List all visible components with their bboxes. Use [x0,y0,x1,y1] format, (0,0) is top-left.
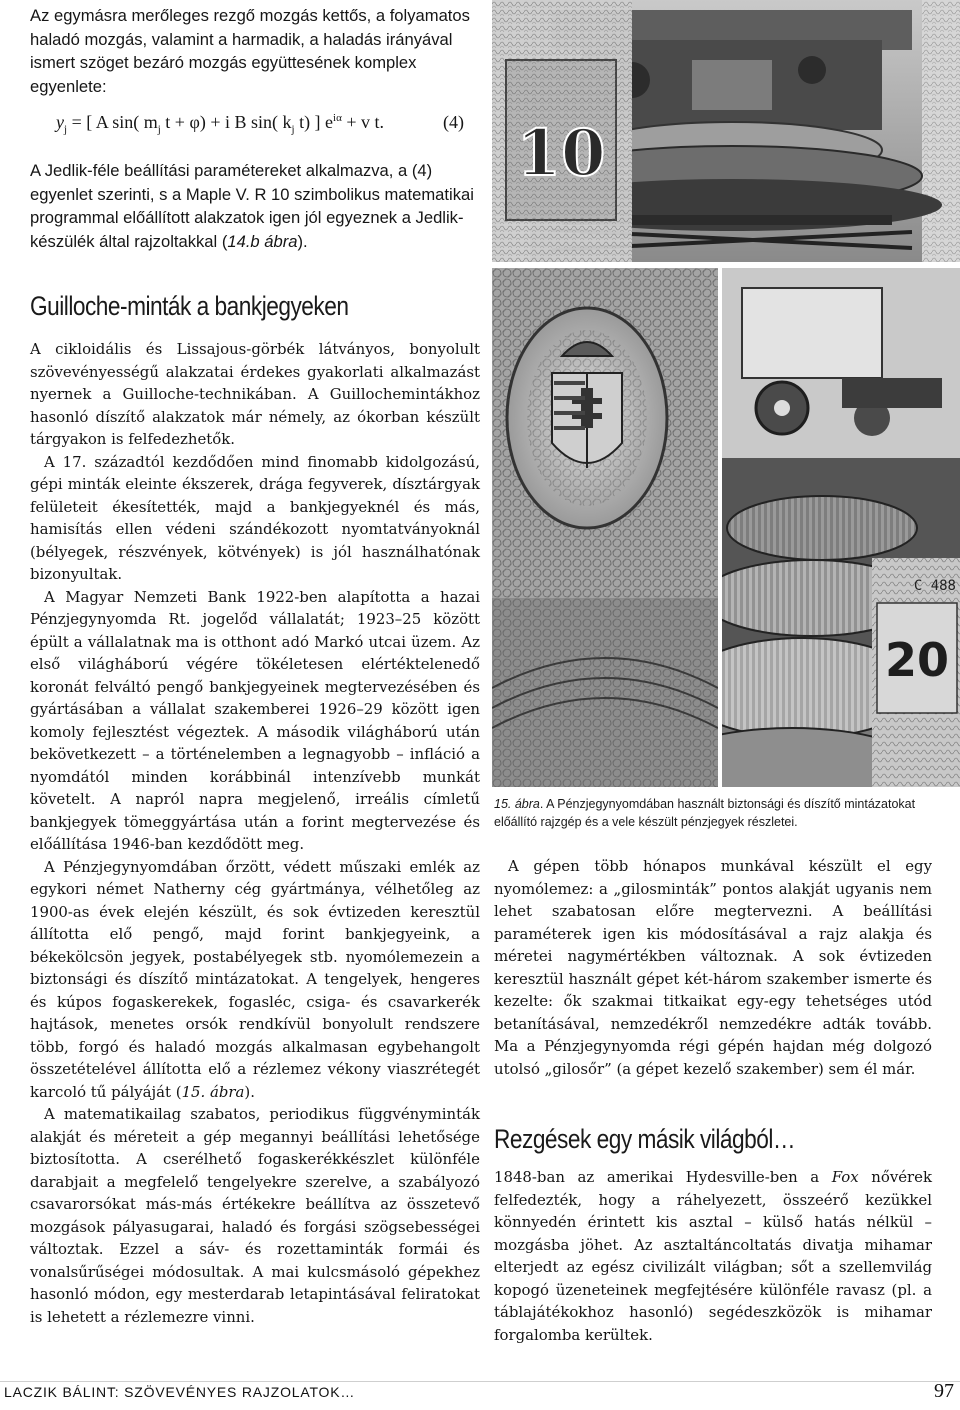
equation-number: (4) [443,112,464,132]
page-number: 97 [934,1380,954,1402]
section-heading-guilloche: Guilloche-minták a bankjegyeken [30,291,349,321]
serial-number: C 488 [913,578,956,594]
eq-rhs-c-sup: iα [333,112,342,124]
intro2-tail: ). [297,231,308,251]
right-column-bottom [494,1166,932,1346]
banknote-10-label: 10 [516,116,606,191]
banknote-20-label: 20 [884,633,950,687]
figure-caption-15 [494,795,934,831]
left-paragraph-4-tail: ). [244,1082,255,1101]
caption-text: . A Pénzjegynyomdában használt biztonsági és díszítő mintázatokat előállító rajzgép és a vele készült pénzjegyek részletei. [494,797,916,829]
eq-rhs-a: = [ A sin( m [71,112,158,132]
machine-photo-top-image [492,0,960,262]
intro-text: Az egymásra merőleges rezgő mozgás kettős, a folyamatos haladó mozgás, valamint a harmadik, a haladás irányával ismert szöget bezáró mozgás együttesének komplex egyenlete: [30,6,470,96]
left-column [30,338,480,1328]
left-paragraph-5: A matematikailag szabatos, periodikus függvényminták alakját és méreteit a gép megannyi beállítási lehetősége biztosította. A cserélhető fogaskerékkészlet különféle darabjait a megfelelő tengelyekre szerelve, a szabályozó csavarorsókat más-más értékekre beállítva az összetevő mozgások pályasugarai, haladó és forgási szögsebességei változtak. Ezzel a sáv- és rozettaminták formái és vonalsűrűségei módosultak. A mai kulcsmásoló gépekhez hasonló módon, egy mesterdarab letapintásával feliratokat is lehetett a rézlemezre vinni. [30,1105,480,1326]
eq-rhs-b-sub: j [291,123,295,136]
intro-paragraph [30,4,480,98]
running-footer-title: LACZIK BÁLINT: SZÖVEVÉNYES RAJZOLATOK… [4,1384,356,1400]
eq-rhs-b: t + φ) + i B sin( k [160,112,292,132]
eq-lhs-sub: j [64,123,68,136]
fox-name: Fox [831,1168,859,1186]
intro-paragraph-2 [30,159,480,253]
caption-label: 15. ábra [494,797,540,811]
gear-machine-photo [722,268,960,787]
eq-rhs-c: t) ] e [294,112,334,132]
banknote-coat-of-arms-photo [492,268,718,787]
intro2-paragraph [30,159,480,253]
left-paragraph-4 [30,856,480,1104]
equation-4 [56,112,476,142]
machine-photo-top [492,0,960,262]
left-paragraph-3: A Magyar Nemzeti Bank 1922-ben alapította a hazai Pénzjegynyomda Rt. jogelőd vállalatát; 1923–25 között épült a vállalatnak ma is otthont adó Markó utcai üzem. Az első világháború végére tökéletesen elértéktelenedő koronát felváltó pengő bankjegyeinek megtervezésében és gyártásában a vállalat szakemberei 1926–29 között igen komoly fejlesztést végeztek. A második világháború után bekövetkezett – a történelemben a legnagyobb – infláció a nyomdától minden korábbinál intenzívebb munkát követelt. A napról napra megjelenő, irreális címletű bankjegyek tömeggyártása után a forint megtervezése és előállítása 1946-ban kezdődött meg. [30,587,480,853]
intro2-text: A Jedlik-féle beállítási paramétereket alkalmazva, a (4) egyenlet szerinti, s a Maple V. R 10 szimbolikus matematikai programmal előállított alakzatok igen jól egyeznek a Jedlik-készülék által rajzoltakkal ( [30,161,474,251]
left-paragraph-2: A 17. századtól kezdődően mind finomabb kidolgozású, gépi minták eleinte ékszerek, drága fegyverek, dísztárgyak felületeit ékesítették, majd a bankjegyeknél és más, hamisítás ellen védeni szándékozott nyomtatványoknál (bélyegek, részvények, kötvények) is jól használhatónak bizonyultak. [30,452,480,583]
section-heading-rezgesek: Rezgések egy másik világból… [494,1124,796,1154]
right-column-top [494,855,932,1080]
footer-rule [0,1381,960,1382]
left-paragraph-4-text: A Pénzjegynyomdában őrzött, védett műszaki emlék az egykori német Natherny cég gyártmánya, vélhetőleg az 1900-as évek elején készült, és sok évtizeden keresztül állította elő pengő, majd forint bankjegyeink, a békekölcsön jegyek, postabélyegek stb. nyomólemezein a biztonsági és díszítő mintázatokat. A tengelyek, hengeres és kúpos fogaskerekek, fogasléc, csiga- és csavarkerék hajtások, menetes orsók rendkívül bonyolult rendszere több, forgó és haladó mozgás alkalmasan egybehangolt összetételével állította elő a rézlemez vékony viaszrétegét karcoló tű pályáját ( [30,857,480,1101]
gear-machine-image [722,268,960,787]
section2-paragraph-1 [494,1166,932,1346]
section2-paragraph-1-b: nővérek felfedezték, hogy a ráhelyezett, összeérő kezükkel könnyedén érintett kis asztal – külső hatás nélkül – mozgásba jöhet. Az asztaltáncoltatás divatja mihamar elterjedt az egész civilizált világban; sőt a szellemvilág kopogó üzeneteinek megfejtésére különféle ravasz (pl. a táblajátékokhoz hasonló) segédeszközök is mihamar forgalomba kerültek. [494,1168,932,1344]
left-paragraph-1: A cikloidális és Lissajous-görbék látványos, bonyolult szövevényességű alakzatai érdekes gyakorlati alkalmazást nyernek a Guilloche-technikában. A Guillochemintákhoz hasonló díszítő alakzatok már némely, az ókorban készült tárgyakon is felfedezhetők. [30,340,480,448]
figure-ref-14b: 14.b ábra [227,231,298,251]
eq-rhs-d: + v t. [341,112,385,132]
banknote-coat-of-arms-image [492,268,718,787]
section2-paragraph-1-a: 1848-ban az amerikai Hydesville-ben a [494,1168,832,1186]
figure-ref-15: 15. ábra [181,1082,245,1101]
eq-lhs: y [56,112,64,132]
eq-rhs-a-sub: j [157,123,161,136]
equation-body [56,112,384,136]
right-paragraph-1: A gépen több hónapos munkával készült el egy nyomólemez: a „gilosminták” pontos alakját ugyanis nem lehet szabatosan előre megtervezni. A beállítási paraméterek igen kis módosításával a rajz alakja és méretei nagymértékben változnak. A sok évtizeden keresztül használt gépet két-három szakember ismerte és kezelte: ők szakmai titkaikat egy-egy tehetséges utód betanításával, nemzedékről nemzedékre adták tovább. Ma a Pénzjegynyomda régi gépén hajdan még dolgozó utolsó „gilosőr” (a gépet kezelő szakember) sem él már. [494,857,932,1078]
